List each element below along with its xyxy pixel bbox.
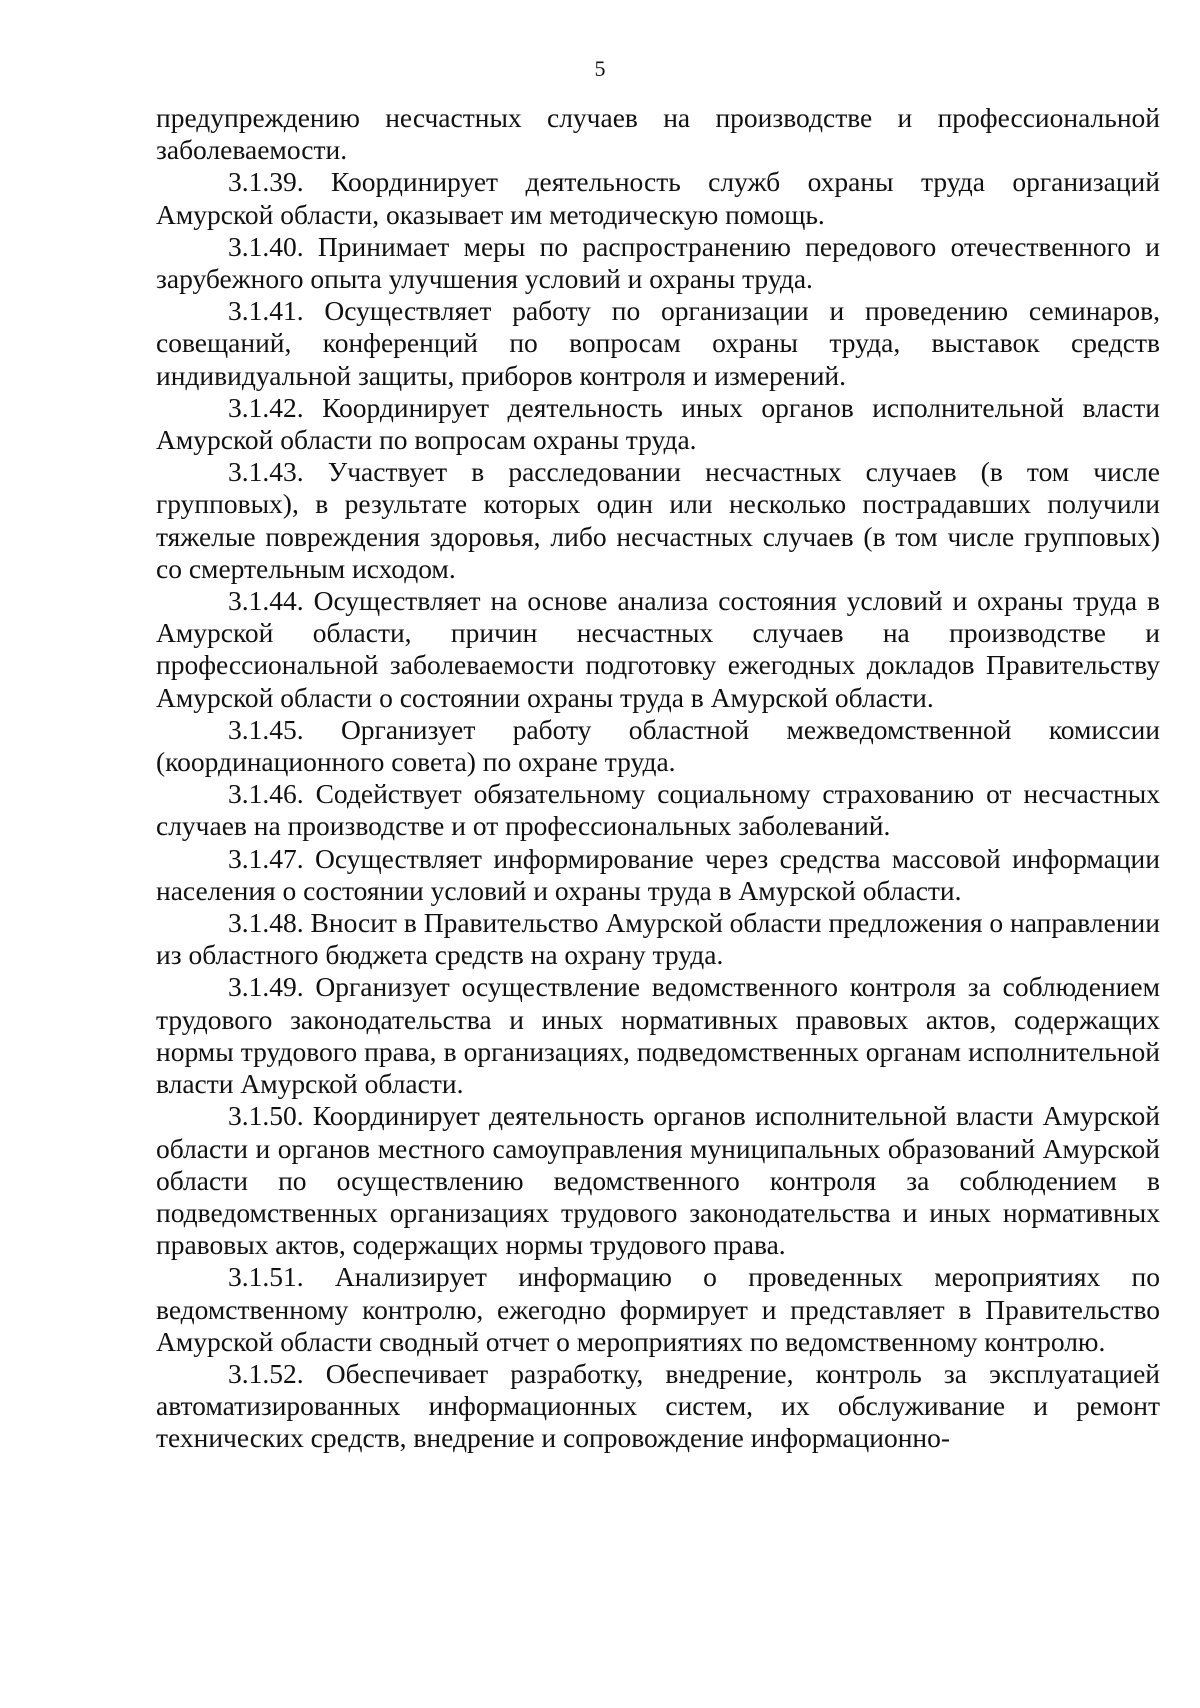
paragraph-3-1-39: 3.1.39. Координирует деятельность служб охраны труда организаций Амурской области, оказывает им методическую помощь. [156, 166, 1160, 230]
paragraph-3-1-50: 3.1.50. Координирует деятельность органов исполнительной власти Амурской области и органов местного самоуправления муниципальных образований Амурской области по осуществлению ведомственного контроля за соблюдением в подведомственных организациях трудового законодательства и иных нормативных правовых актов, содержащих нормы трудового права. [156, 1100, 1160, 1261]
paragraph-3-1-42: 3.1.42. Координирует деятельность иных органов исполнительной власти Амурской области по вопросам охраны труда. [156, 391, 1160, 456]
paragraph-continuation: предупреждению несчастных случаев на производстве и профессиональной заболеваемости. [156, 102, 1160, 166]
paragraph-3-1-52: 3.1.52. Обеспечивает разработку, внедрение, контроль за эксплуатацией автоматизированных информационных систем, их обслуживание и ремонт технических средств, внедрение и сопровождение информационно- [156, 1357, 1160, 1454]
page-number: 5 [594, 56, 606, 81]
paragraph-3-1-51: 3.1.51. Анализирует информацию о проведенных мероприятиях по ведомственному контролю, ежегодно формирует и представляет в Правительство Амурской области сводный отчет о мероприятиях по ведомственному контролю. [156, 1261, 1160, 1357]
document-body [156, 102, 1160, 1455]
paragraph-3-1-45: 3.1.45. Организует работу областной межведомственной комиссии (координационного совета) по охране труда. [156, 713, 1160, 778]
paragraph-3-1-44: 3.1.44. Осуществляет на основе анализа состояния условий и охраны труда в Амурской области, причин несчастных случаев на производстве и профессиональной заболеваемости подготовку ежегодных докладов Правительству Амурской области о состоянии охраны труда в Амурской области. [156, 585, 1160, 713]
paragraph-3-1-40: 3.1.40. Принимает меры по распространению передового отечественного и зарубежного опыта улучшения условий и охраны труда. [156, 230, 1160, 295]
paragraph-3-1-48: 3.1.48. Вносит в Правительство Амурской области предложения о направлении из областного бюджета средств на охрану труда. [156, 907, 1160, 971]
paragraph-3-1-47: 3.1.47. Осуществляет информирование через средства массовой информации населения о состоянии условий и охраны труда в Амурской области. [156, 842, 1160, 906]
paragraph-3-1-41: 3.1.41. Осуществляет работу по организации и проведению семинаров, совещаний, конференций по вопросам охраны труда, выставок средств индивидуальной защиты, приборов контроля и измерений. [156, 295, 1160, 391]
paragraph-3-1-46: 3.1.46. Содействует обязательному социальному страхованию от несчастных случаев на производстве и от профессиональных заболеваний. [156, 778, 1160, 842]
paragraph-3-1-43: 3.1.43. Участвует в расследовании несчастных случаев (в том числе групповых), в результате которых один или несколько пострадавших получили тяжелые повреждения здоровья, либо несчастных случаев (в том числе групповых) со смертельным исходом. [156, 456, 1160, 584]
paragraph-3-1-49: 3.1.49. Организует осуществление ведомственного контроля за соблюдением трудового законодательства и иных нормативных правовых актов, содержащих нормы трудового права, в организациях, подведомственных органам исполнительной власти Амурской области. [156, 971, 1160, 1100]
